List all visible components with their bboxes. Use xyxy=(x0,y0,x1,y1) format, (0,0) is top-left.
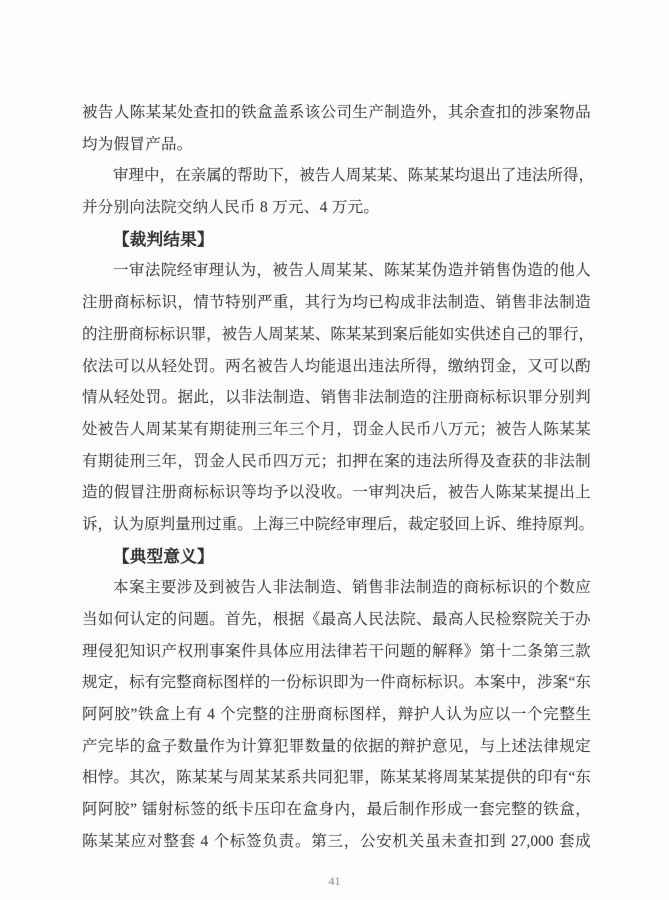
page-number: 41 xyxy=(328,874,341,888)
text-line: 一 审 法 院 经 审 理 认 为 ， 被 告 人 周 某 某 、 陈 某 某 伪 造 并 销 售 伪 造 的 他 人 xyxy=(113,262,591,280)
document-body xyxy=(82,97,595,858)
text-line: 理 侵 犯 知 识 产 权 刑 事 案 件 具 体 应 用 法 律 若 干 问 题 的 解 释 》 第 十 二 条 第 三 款 xyxy=(82,642,591,660)
text-line: 当 如 何 认 定 的 问 题 。 首 先 ， 根 据 《 最 高 人 民 法 院 、 最 高 人 民 检 察 院 关 于 办 xyxy=(82,611,591,628)
text-line: 被 告 人 陈 某 某 处 查 扣 的 铁 盒 盖 系 该 公 司 生 产 制 造 外 ， 其 余 查 扣 的 涉 案 物 品 xyxy=(82,104,591,121)
text-line: 相 悖 。 其 次 ， 陈 某 某 与 周 某 某 系 共 同 犯 罪 ， 陈 某 某 将 周 某 某 提 供 的 印 有 “ 东 xyxy=(82,769,591,787)
text-line: 注 册 商 标 标 识 ， 情 节 特 别 严 重 ， 其 行 为 均 已 构 成 非 法 制 造 、 销 售 非 法 制 造 xyxy=(82,294,591,312)
text-line: 阿 阿 胶 ” 铁 盒 上 有 4 个 完 整 的 注 册 商 标 图 样 ， 辩 护 人 认 为 应 以 一 个 完 整 生 xyxy=(82,706,591,724)
text-line: 本 案 主 要 涉 及 到 被 告 人 非 法 制 造 、 销 售 非 法 制 造 的 商 标 标 识 的 个 数 应 xyxy=(113,579,591,597)
text-line: 诉 ， 认 为 原 判 量 刑 过 重 。 上 海 三 中 院 经 审 理 后 ， 裁 定 驳 回 上 诉 、 维 持 原 判 。 xyxy=(82,515,595,533)
text-line: 处 被 告 人 周 某 某 有 期 徒 刑 三 年 三 个 月 ， 罚 金 人 民 币 八 万 元 ； 被 告 人 陈 某 某 xyxy=(82,420,591,438)
text-line: 均为假冒产品。 xyxy=(82,135,193,153)
text-line: 陈 某 某 应 对 整 套 4 个 标 签 负 责 。 第 三 ， 公 安 机 关 虽 未 查 扣 到 27,000 套 成 xyxy=(82,832,591,850)
text-line: 阿 阿 胶 ” 镭 射 标 签 的 纸 卡 压 印 在 盒 身 内 ， 最 后 制 作 形 成 一 套 完 整 的 铁 盒 ， xyxy=(82,801,591,819)
text-line: 规 定 ， 标 有 完 整 商 标 图 样 的 一 份 标 识 即 为 一 件 商 标 标 识 。 本 案 中 ， 涉 案 “ 东 xyxy=(82,674,591,692)
text-line: 产 完 毕 的 盒 子 数 量 作 为 计 算 犯 罪 数 量 的 依 据 的 辩 护 意 见 ， 与 上 述 法 律 规 定 xyxy=(82,737,591,755)
text-line: 的 注 册 商 标 标 识 罪 ， 被 告 人 周 某 某 、 陈 某 某 到 案 后 能 如 实 供 述 自 己 的 罪 行 ， xyxy=(82,325,595,343)
text-line: 情 从 轻 处 罚 。 据 此 ， 以 非 法 制 造 、 销 售 非 法 制 造 的 注 册 商 标 标 识 罪 分 别 判 xyxy=(82,389,591,407)
section-header: 【裁判结果】 xyxy=(113,229,214,249)
text-line: 审 理 中 ， 在 亲 属 的 帮 助 下 ， 被 告 人 周 某 某 、 陈 某 某 均 退 出 了 违 法 所 得 ， xyxy=(113,167,594,185)
section-header: 【典型意义】 xyxy=(113,546,214,566)
text-line: 并分别向法院交纳人民币 8 万元、4 万元。 xyxy=(82,199,380,217)
text-line: 造 的 假 冒 注 册 商 标 标 识 等 均 予 以 没 收 。 一 审 判 决 后 ， 被 告 人 陈 某 某 提 出 上 xyxy=(82,484,591,502)
text-line: 依 法 可 以 从 轻 处 罚 。 两 名 被 告 人 均 能 退 出 违 法 所 得 ， 缴 纳 罚 金 ， 又 可 以 酌 xyxy=(82,357,591,375)
text-line: 有 期 徒 刑 三 年 ， 罚 金 人 民 币 四 万 元 ； 扣 押 在 案 的 违 法 所 得 及 查 获 的 非 法 制 xyxy=(82,452,591,470)
